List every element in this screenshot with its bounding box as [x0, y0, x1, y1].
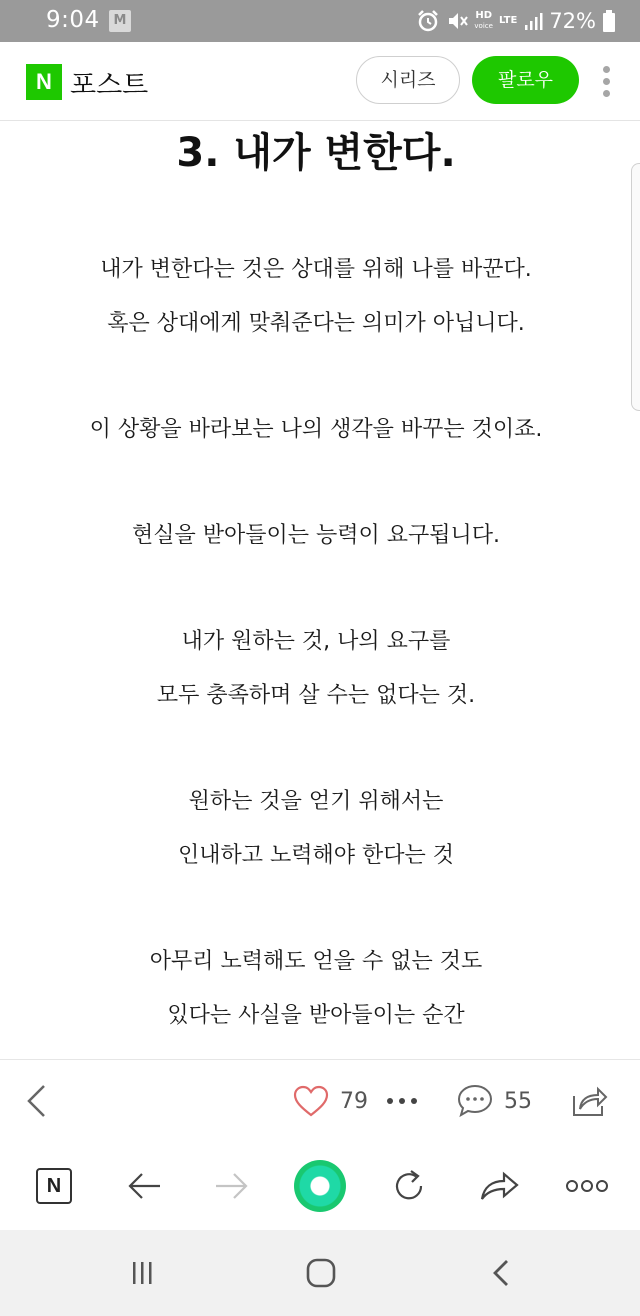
signal-icon	[523, 11, 543, 31]
series-button[interactable]: 시리즈	[356, 56, 460, 104]
forward-arrow-icon[interactable]	[212, 1142, 252, 1230]
comment-icon	[456, 1083, 494, 1119]
back-icon[interactable]	[484, 1230, 518, 1316]
app-title[interactable]: 포스트	[70, 70, 149, 101]
share-icon[interactable]	[570, 1060, 608, 1142]
article-line: 원하는 것을 얻기 위해서는	[188, 789, 444, 814]
battery-percent: 72%	[549, 9, 596, 33]
notification-icon: M	[109, 10, 131, 32]
system-navigation-bar	[0, 1230, 640, 1316]
status-icons	[416, 6, 616, 36]
naver-home-icon[interactable]: N	[33, 1142, 75, 1230]
article-line: 혹은 상대에게 맞춰준다는 의미가 아닙니다.	[107, 311, 525, 336]
battery-icon	[602, 9, 616, 33]
alarm-icon	[416, 9, 440, 33]
naver-logo-icon[interactable]: N	[26, 64, 62, 100]
more-options-icon[interactable]	[600, 66, 612, 100]
mute-icon	[446, 10, 468, 32]
status-bar	[0, 0, 640, 42]
article-line: 모두 충족하며 살 수는 없다는 것.	[156, 683, 476, 708]
follow-button[interactable]: 팔로우	[472, 56, 579, 104]
article-line: 아무리 노력해도 얻을 수 없는 것도	[149, 949, 483, 974]
green-dot-icon[interactable]	[293, 1142, 347, 1230]
article-line: 인내하고 노력해야 한다는 것	[177, 843, 454, 868]
recent-apps-icon[interactable]	[122, 1230, 162, 1316]
comment-button[interactable]	[456, 1060, 532, 1142]
status-time: 9:04	[46, 7, 100, 33]
home-icon[interactable]	[300, 1230, 342, 1316]
more-icon[interactable]	[563, 1142, 611, 1230]
scrollbar-thumb[interactable]	[631, 163, 640, 411]
article-line: 있다는 사실을 받아들이는 순간	[167, 1003, 465, 1028]
article-line: 이 상황을 바라보는 나의 생각을 바꾸는 것이죠.	[89, 417, 543, 442]
hd-voice-icon: HD voice	[474, 10, 493, 30]
like-count: 79	[340, 1088, 368, 1114]
like-button[interactable]	[292, 1060, 368, 1142]
back-chevron-icon[interactable]	[24, 1060, 48, 1142]
post-action-bar	[0, 1059, 640, 1143]
article-heading: 3. 내가 변한다.	[176, 130, 456, 176]
article-line: 현실을 받아들이는 능력이 요구됩니다.	[131, 523, 500, 548]
heart-icon	[292, 1084, 330, 1118]
comment-count: 55	[504, 1088, 532, 1114]
app-header	[0, 42, 640, 121]
lte-icon: LTE	[498, 15, 518, 26]
share-arrow-icon[interactable]	[476, 1142, 522, 1230]
browser-toolbar	[0, 1142, 640, 1230]
back-arrow-icon[interactable]	[124, 1142, 164, 1230]
more-dots-icon[interactable]	[386, 1060, 418, 1142]
refresh-icon[interactable]	[388, 1142, 430, 1230]
article-line: 내가 원하는 것, 나의 요구를	[181, 629, 451, 654]
article-line: 내가 변한다는 것은 상대를 위해 나를 바꾼다.	[100, 257, 532, 282]
article-content	[0, 121, 640, 1059]
